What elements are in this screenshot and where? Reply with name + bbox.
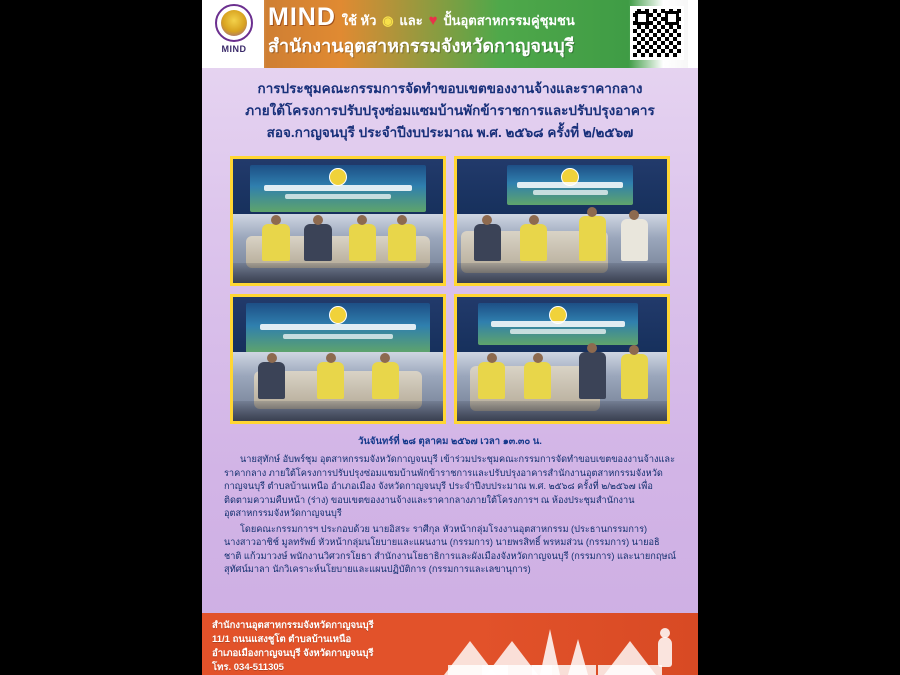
photo-1-person-a	[262, 224, 289, 261]
header-tagline-suffix: ปั้นอุตสาหกรรมคู่ชุมชน	[443, 13, 575, 28]
photo-1-person-b	[304, 224, 331, 261]
event-date-line: วันจันทร์ที่ ๒๘ ตุลาคม ๒๕๖๗ เวลา ๑๓.๓๐ น.	[358, 436, 542, 447]
qr-code-icon	[630, 6, 684, 60]
footer-contact-block	[212, 619, 374, 675]
photo-2-person-a	[474, 224, 501, 261]
photo-grid	[230, 156, 670, 424]
body-paragraph-1: นายสุทักษ์ อับพร์ชุม อุตสาหกรรมจังหวัดกาญจนบุรี เข้าร่วมประชุมคณะกรรมการจัดทำขอบเขตของงานจ้างและราคากลาง ภายใต้โครงการปรับปรุงซ่อมแซมบ้านพักข้าราชการและปรับปรุงอาคารสำนักงานอุตสาหกรรมจังหวัดกาญจนบุรี ตำบลบ้านเหนือ อำเภอเมือง จังหวัดกาญจนบุรี ประจำปีงบประมาณ พ.ศ. ๒๕๖๘ ครั้งที่ ๒/๒๕๖๗ เพื่อติดตามความคืบหน้า (ร่าง) ขอบเขตของงานจ้างและราคากลางภายใต้โครงการฯ ณ ห้องประชุมสำนักงานอุตสาหกรรมจังหวัดกาญจนบุรี	[224, 454, 676, 518]
banner-text-line-1	[264, 185, 412, 191]
photo-1-person-d	[388, 224, 415, 261]
title-line-1: การประชุมคณะกรรมการจัดทำขอบเขตของงานจ้างและราคากลาง	[257, 81, 643, 96]
banner-text-line-2	[510, 329, 606, 334]
header-right-panel	[688, 0, 698, 68]
footer-figure-icon	[658, 637, 672, 667]
photo-1-foreground	[233, 263, 443, 283]
photo-2-person-b	[520, 224, 547, 261]
emblem-circle-icon	[215, 4, 253, 42]
photo-3-foreground	[233, 401, 443, 421]
poster-document	[202, 0, 698, 675]
photo-2-foreground	[457, 263, 667, 283]
photo-4-person-b	[524, 362, 551, 399]
photo-2	[454, 156, 670, 286]
photo-4-person-c	[579, 352, 606, 399]
banner-text-line-2	[283, 334, 394, 339]
brain-icon: ◉	[382, 13, 394, 28]
body-text-block	[224, 453, 676, 577]
photo-1-person-c	[349, 224, 376, 261]
title-line-2: ภายใต้โครงการปรับปรุงซ่อมแซมบ้านพักข้าราชการและปรับปรุงอาคาร	[245, 103, 655, 118]
photo-3	[230, 294, 446, 424]
banner-text-line-2	[533, 190, 609, 195]
banner-logo-icon	[329, 306, 347, 324]
header-text-group	[268, 4, 608, 58]
footer-line-3: อำเภอเมืองกาญจนบุรี จังหวัดกาญจนบุรี	[212, 648, 374, 659]
title-line-3: สอจ.กาญจนบุรี ประจำปีงบประมาณ พ.ศ. ๒๕๖๘ ครั้งที่ ๒/๒๕๖๗	[266, 125, 634, 140]
poster-footer	[202, 613, 698, 675]
photo-4-person-d	[621, 354, 648, 399]
photo-3-person-c	[372, 362, 399, 399]
photo-2-stage-banner	[507, 165, 633, 205]
photo-2-person-c	[579, 216, 606, 261]
photo-4-stage-banner	[478, 303, 638, 345]
header-tagline	[268, 4, 608, 34]
photo-1-stage-banner	[250, 165, 426, 212]
emblem-inner-icon	[221, 10, 247, 36]
ministry-emblem	[208, 4, 260, 64]
body-paragraph-2: โดยคณะกรรมการฯ ประกอบด้วย นายอิสระ ราศีกุล หัวหน้ากลุ่มโรงงานอุตสาหกรรม (ประธานกรรมการ) นางสาวอาชิช์ มูลทรัพย์ หัวหน้ากลุ่มนโยบายและแผนงาน (กรรมการ) นายพรสิทธิ์ พรหมส่วน (กรรมการ) นายอธิชาติ แก้วมาวงษ์ พนักงานวิศวกรโยธา สำนักงานโยธาธิการและผังเมืองจังหวัดกาญจนบุรี (กรรมการ) และนายกฤษณ์สุทัศน์มาลา นักวิเคราะห์นโยบายและแผนปฏิบัติการ (กรรมการและเลขานุการ)	[224, 523, 676, 574]
footer-line-1: สำนักงานอุตสาหกรรมจังหวัดกาญจนบุรี	[212, 620, 374, 631]
footer-skyline-art	[428, 613, 698, 675]
header-tagline-prefix: ใช้ หัว	[341, 13, 377, 28]
footer-base-4	[598, 665, 662, 675]
photo-3-person-a	[258, 362, 285, 399]
heart-icon: ♥	[428, 12, 438, 29]
footer-line-2: 11/1 ถนนแสงชูโต ตำบลบ้านเหนือ	[212, 634, 352, 645]
poster-title	[202, 68, 698, 150]
footer-line-4: โทร. 034-511305	[212, 662, 284, 673]
photo-1	[230, 156, 446, 286]
photo-2-person-d	[621, 219, 648, 261]
photo-3-stage-banner	[246, 303, 431, 353]
header-tagline-and: และ	[399, 13, 423, 28]
header-mind-word: MIND	[268, 3, 336, 31]
photo-4	[454, 294, 670, 424]
banner-text-line-2	[285, 194, 391, 199]
banner-text-line-1	[260, 324, 415, 330]
photo-4-foreground	[457, 401, 667, 421]
banner-logo-icon	[329, 168, 347, 186]
photo-3-person-b	[317, 362, 344, 399]
emblem-label: MIND	[221, 44, 247, 54]
photo-4-person-a	[478, 362, 505, 399]
footer-base-3	[532, 665, 596, 675]
banner-text-line-1	[517, 182, 623, 188]
header-office-name: สำนักงานอุตสาหกรรมจังหวัดกาญจนบุรี	[268, 36, 575, 56]
poster-header-banner	[202, 0, 698, 68]
banner-text-line-1	[491, 321, 625, 327]
